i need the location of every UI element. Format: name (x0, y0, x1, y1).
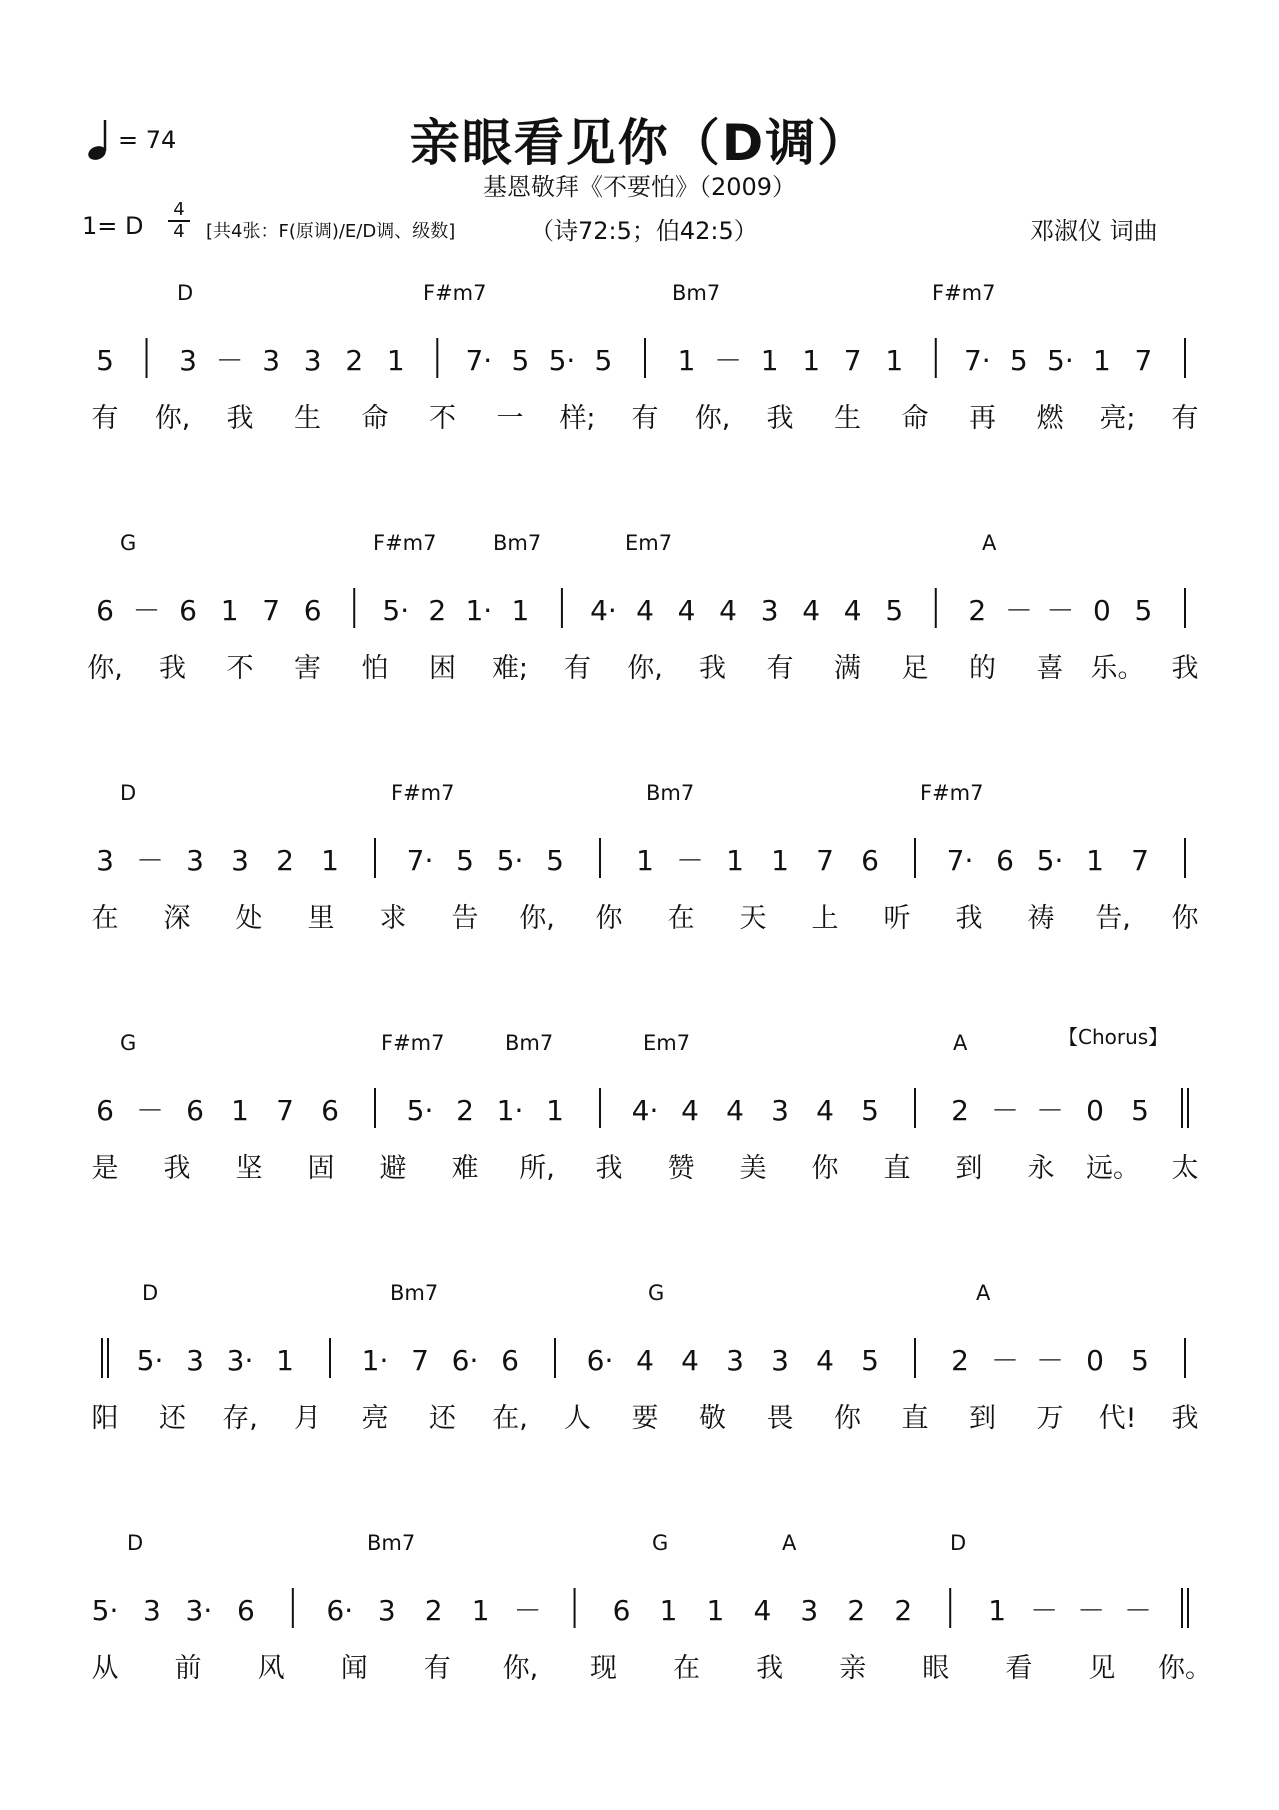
note: 3 (231, 844, 249, 877)
note: － (513, 1594, 542, 1627)
lyric-char: 存, (222, 1403, 258, 1434)
time-signature-top: 4 (173, 199, 185, 220)
note: 3· (185, 1594, 213, 1627)
note: 7 (411, 1344, 429, 1377)
chord-symbol: G (120, 531, 137, 555)
lyric-char: 不 (429, 403, 456, 434)
note: 3 (143, 1594, 161, 1627)
note: 3 (179, 344, 197, 377)
note: 6· (451, 1344, 479, 1377)
lyric-char: 命 (901, 403, 929, 434)
note: 1 (546, 1094, 564, 1127)
chord-symbol: Bm7 (505, 1031, 554, 1055)
lyric-char: 还 (429, 1403, 456, 1434)
lyric-char: 所, (519, 1153, 555, 1184)
note: 3 (771, 1344, 789, 1377)
lyric-char: 生 (294, 403, 321, 434)
lyric-char: 要 (631, 1403, 659, 1434)
note: 1· (496, 1094, 524, 1127)
note: 3 (760, 594, 779, 627)
lyric-char: 你, (519, 903, 555, 934)
lyric-char: 看 (1005, 1653, 1033, 1684)
lyric-char: 有 (631, 403, 659, 434)
note: 6 (612, 1594, 631, 1627)
lyric-char: 我 (595, 1153, 623, 1184)
note: 5· (136, 1344, 164, 1377)
note: 3· (226, 1344, 254, 1377)
lyric-char: 在 (667, 903, 695, 934)
note: 6 (321, 1094, 339, 1127)
lyric-char: 你 (1171, 903, 1199, 934)
lyric-char: 求 (379, 903, 407, 934)
note: － (990, 1094, 1020, 1127)
note: 4 (726, 1094, 744, 1127)
chord-symbol: Em7 (625, 531, 673, 555)
lyric-char: 万 (1036, 1403, 1064, 1434)
lyric-char: 不 (226, 653, 254, 684)
note: 7· (406, 844, 434, 877)
note: 4 (681, 1344, 699, 1377)
note: 5· (548, 344, 576, 377)
note: 1 (636, 844, 654, 877)
note: 5 (546, 844, 564, 877)
lyric-char: 固 (307, 1153, 335, 1184)
section-label: 【Chorus】 (1058, 1025, 1169, 1049)
chord-symbol: A (976, 1281, 991, 1305)
note: 4· (590, 594, 617, 627)
lyric-char: 有 (91, 403, 119, 434)
song-subtitle: 基恩敬拜《不要怕》（2009） (482, 173, 797, 201)
note: 6· (326, 1594, 354, 1627)
note: － (135, 1094, 165, 1127)
lyric-char: 前 (174, 1653, 202, 1684)
lyric-char: 你, (694, 403, 731, 434)
note: 2 (424, 1594, 443, 1627)
chord-symbol: F#m7 (391, 781, 455, 805)
note: 2 (428, 594, 447, 627)
note: 6 (303, 594, 322, 627)
lyric-char: 你, (627, 653, 663, 684)
lyric-char: 我 (955, 903, 983, 934)
lyric-char: 畏 (766, 1403, 794, 1434)
note: 1 (802, 344, 821, 377)
note: 2 (847, 1594, 866, 1627)
note: － (1035, 1094, 1065, 1127)
note: 6 (236, 1594, 255, 1627)
note: 3 (800, 1594, 819, 1627)
note: 6 (179, 594, 197, 627)
note: － (675, 844, 705, 877)
note: 7 (1131, 844, 1149, 877)
note: 7· (465, 344, 493, 377)
lyric-char: 还 (159, 1403, 186, 1434)
note: 2 (968, 594, 987, 627)
chord-symbol: A (953, 1031, 968, 1055)
note: 6 (186, 1094, 204, 1127)
lyric-char: 告, (1095, 903, 1131, 934)
chord-symbol: Bm7 (367, 1531, 416, 1555)
note: 2 (894, 1594, 913, 1627)
chord-symbol: G (120, 1031, 137, 1055)
note: 1 (1086, 844, 1104, 877)
lyric-char: 在, (492, 1403, 528, 1434)
lyric-char: 眼 (922, 1653, 950, 1684)
note: 6 (96, 594, 114, 627)
note: 0 (1086, 1094, 1104, 1127)
note: 6· (586, 1344, 614, 1377)
note: 5 (861, 1344, 879, 1377)
scripture-references: （诗72:5；伯42:5） (530, 217, 758, 245)
lyric-char: 代! (1098, 1403, 1137, 1434)
note: 5 (456, 844, 474, 877)
note: 1 (471, 1594, 490, 1627)
note: 1 (220, 594, 239, 627)
key-note: [共4张：F(原调)/E/D调、级数] (206, 221, 456, 242)
lyric-char: 一 (496, 403, 524, 434)
note: － (1046, 594, 1075, 627)
chord-symbol: Bm7 (493, 531, 542, 555)
note: 4 (843, 594, 862, 627)
note: 6 (861, 844, 879, 877)
lyric-char: 我 (699, 653, 726, 684)
lyric-char: 你 (834, 1403, 861, 1434)
lyric-char: 永 (1027, 1153, 1055, 1184)
note: 1 (231, 1094, 249, 1127)
chord-symbol: F#m7 (423, 281, 487, 305)
lyric-char: 我 (1171, 653, 1199, 684)
chord-symbol: D (177, 281, 194, 305)
note: 5· (496, 844, 524, 877)
note: 5 (511, 344, 530, 377)
lyric-char: 有 (564, 653, 591, 684)
lyric-char: 生 (834, 403, 861, 434)
chord-symbol: F#m7 (932, 281, 996, 305)
key-signature: 1= D (82, 212, 144, 240)
lyric-char: 你, (87, 653, 123, 684)
note: － (714, 344, 743, 377)
lyric-char: 在 (91, 903, 119, 934)
note: 1 (706, 1594, 725, 1627)
lyric-char: 告 (451, 903, 479, 934)
lyric-char: 你。 (1158, 1653, 1212, 1684)
lyric-char: 困 (429, 653, 456, 684)
note: 5· (406, 1094, 434, 1127)
lyric-char: 坚 (235, 1153, 263, 1184)
note: 3 (186, 844, 204, 877)
note: 3 (262, 344, 281, 377)
note: 3 (771, 1094, 789, 1127)
chord-symbol: D (120, 781, 137, 805)
lyric-char: 的 (969, 653, 996, 684)
lyric-char: 现 (589, 1653, 617, 1684)
note: 7 (262, 594, 281, 627)
chord-symbol: A (982, 531, 997, 555)
lyric-char: 我 (766, 403, 794, 434)
lyric-char: 避 (379, 1153, 407, 1184)
lyric-char: 处 (235, 903, 263, 934)
lyric-char: 我 (163, 1153, 191, 1184)
chord-symbol: G (648, 1281, 665, 1305)
note: 3 (726, 1344, 744, 1377)
chord-symbol: D (127, 1531, 144, 1555)
note: 2 (951, 1094, 969, 1127)
note: 1 (386, 344, 405, 377)
note: － (1077, 1594, 1106, 1627)
note: 1 (726, 844, 744, 877)
lyric-char: 太 (1171, 1153, 1199, 1184)
note: 3 (96, 844, 114, 877)
chord-symbol: F#m7 (381, 1031, 445, 1055)
note: 3 (303, 344, 322, 377)
lyric-char: 燃 (1036, 403, 1064, 434)
lyric-char: 到 (955, 1153, 983, 1184)
note: － (1004, 594, 1033, 627)
lyric-char: 阳 (91, 1403, 119, 1434)
lyric-char: 害 (294, 653, 321, 684)
note: 7 (816, 844, 834, 877)
note: 6 (996, 844, 1014, 877)
lyric-char: 怕 (361, 653, 389, 684)
lyric-char: 上 (811, 903, 839, 934)
note: 2 (276, 844, 294, 877)
note: 5· (382, 594, 410, 627)
chord-symbol: G (652, 1531, 669, 1555)
note: 4 (816, 1094, 834, 1127)
note: 5· (1047, 344, 1074, 377)
note: 5 (1131, 1344, 1149, 1377)
lyric-char: 是 (91, 1153, 119, 1184)
note: － (215, 344, 244, 377)
note: 1 (276, 1344, 294, 1377)
lyric-char: 有 (423, 1653, 451, 1684)
lyric-char: 深 (163, 903, 191, 934)
note: 1 (1093, 344, 1111, 377)
note: 4 (816, 1344, 834, 1377)
note: － (1124, 1594, 1153, 1627)
lyric-char: 从 (91, 1653, 119, 1684)
note: 1 (321, 844, 339, 877)
note: 1· (361, 1344, 389, 1377)
note: 7· (946, 844, 974, 877)
lyric-char: 难; (491, 653, 529, 684)
note: 1 (988, 1594, 1007, 1627)
note: 7 (1134, 344, 1153, 377)
time-signature-bottom: 4 (168, 220, 190, 242)
lyric-char: 难 (451, 1153, 479, 1184)
note: 4· (631, 1094, 659, 1127)
chord-symbol: D (142, 1281, 159, 1305)
chord-symbol: Em7 (643, 1031, 691, 1055)
note: 5 (1131, 1094, 1149, 1127)
note: 4 (636, 1344, 654, 1377)
lyric-char: 我 (159, 653, 186, 684)
lyric-char: 到 (969, 1403, 996, 1434)
lyric-char: 天 (739, 903, 767, 934)
note: 7 (276, 1094, 294, 1127)
composer-credit: 邓淑仪 词曲 (1030, 217, 1158, 245)
chord-symbol: Bm7 (672, 281, 721, 305)
note: 6 (501, 1344, 519, 1377)
note: － (1030, 1594, 1059, 1627)
lyric-char: 亮; (1099, 403, 1136, 434)
lyric-char: 人 (564, 1403, 591, 1434)
note: 5 (1009, 344, 1028, 377)
chord-symbol: F#m7 (373, 531, 437, 555)
note: 1 (511, 594, 530, 627)
note: 5 (885, 594, 904, 627)
chord-symbol: A (782, 1531, 797, 1555)
note: 6 (96, 1094, 114, 1127)
note: 1 (659, 1594, 678, 1627)
note: 5· (1036, 844, 1064, 877)
lyric-char: 有 (1171, 403, 1199, 434)
lyric-char: 在 (673, 1653, 701, 1684)
note: 5 (594, 344, 613, 377)
lyric-char: 样; (559, 403, 596, 434)
note: 4 (802, 594, 821, 627)
note: 3 (377, 1594, 396, 1627)
lyric-char: 里 (307, 903, 335, 934)
note: 5· (91, 1594, 119, 1627)
lyric-char: 我 (226, 403, 254, 434)
song-title: 亲眼看见你（D调） (409, 114, 870, 172)
note: 1 (885, 344, 904, 377)
lyric-char: 风 (257, 1653, 285, 1684)
note: 4 (753, 1594, 772, 1627)
lyric-char: 听 (883, 903, 911, 934)
lyric-char: 亲 (839, 1653, 867, 1684)
chord-symbol: D (950, 1531, 967, 1555)
lyric-char: 有 (766, 653, 794, 684)
note: 4 (636, 594, 654, 627)
chord-symbol: Bm7 (646, 781, 695, 805)
lyric-char: 闻 (340, 1653, 368, 1684)
lyric-char: 赞 (667, 1153, 695, 1184)
note: 1 (760, 344, 779, 377)
note: 4 (677, 594, 696, 627)
note: 0 (1093, 594, 1111, 627)
note: － (132, 594, 161, 627)
note: 1 (677, 344, 696, 377)
lyric-char: 你, (154, 403, 191, 434)
lyric-char: 喜 (1036, 653, 1064, 684)
note: 5 (1134, 594, 1153, 627)
note: 2 (456, 1094, 474, 1127)
lyric-char: 直 (883, 1153, 911, 1184)
lyric-char: 亮 (361, 1403, 389, 1434)
note: 3 (186, 1344, 204, 1377)
lyric-char: 见 (1088, 1653, 1116, 1684)
chord-symbol: F#m7 (920, 781, 984, 805)
lyric-char: 足 (901, 653, 929, 684)
lyric-char: 你 (595, 903, 623, 934)
note: 0 (1086, 1344, 1104, 1377)
lyric-char: 乐。 (1090, 653, 1145, 684)
lyric-char: 敬 (699, 1403, 726, 1434)
lyric-char: 命 (361, 403, 389, 434)
lyric-char: 你 (811, 1153, 839, 1184)
note: 5 (96, 344, 114, 377)
tempo-marking: = 74 (118, 126, 177, 154)
note: 4 (681, 1094, 699, 1127)
lyric-char: 满 (834, 653, 861, 684)
chord-symbol: Bm7 (390, 1281, 439, 1305)
lyric-char: 美 (739, 1153, 767, 1184)
note: 4 (719, 594, 737, 627)
lyric-char: 再 (969, 403, 996, 434)
lyric-char: 远。 (1086, 1153, 1140, 1184)
note: 2 (951, 1344, 969, 1377)
lyric-char: 祷 (1027, 903, 1055, 934)
note: 2 (345, 344, 364, 377)
lyric-char: 直 (901, 1403, 929, 1434)
lyric-char: 我 (756, 1653, 784, 1684)
lyric-char: 月 (294, 1403, 321, 1434)
note: 1 (771, 844, 789, 877)
lyric-char: 我 (1171, 1403, 1199, 1434)
note: － (990, 1344, 1020, 1377)
note: 5 (861, 1094, 879, 1127)
note: 7 (843, 344, 862, 377)
note: 7· (963, 344, 991, 377)
note: 1· (465, 594, 493, 627)
lyric-char: 你, (502, 1653, 539, 1684)
note: － (1035, 1344, 1065, 1377)
note: － (135, 844, 165, 877)
